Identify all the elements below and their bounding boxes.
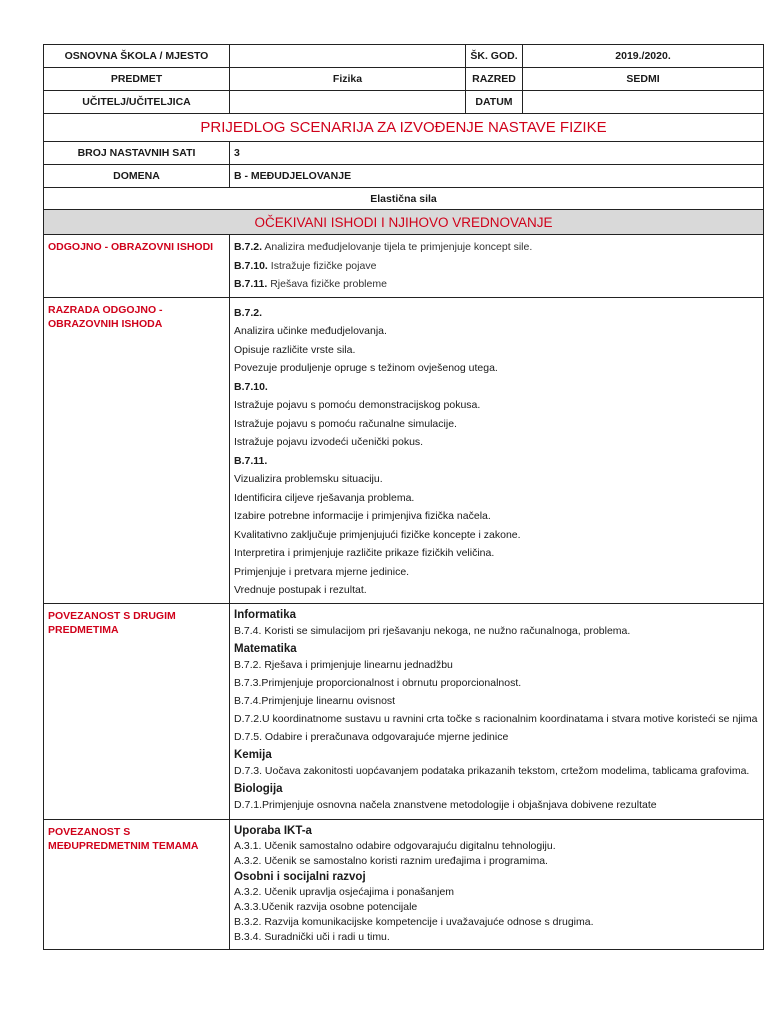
hours-label: BROJ NASTAVNIH SATI xyxy=(44,142,230,165)
elaboration-line: Izabire potrebne informacije i primjenjiva fizička načela. xyxy=(234,510,491,522)
outcomes-label: ODGOJNO - OBRAZOVNI ISHODI xyxy=(44,235,230,298)
cross-topic-name: Osobni i socijalni razvoj xyxy=(234,870,366,883)
subject-name: Informatika xyxy=(234,608,296,621)
cross-content xyxy=(230,819,764,949)
elaboration-line: Vizualizira problemsku situaciju. xyxy=(234,473,383,485)
elaboration-line: Identificira ciljeve rješavanja problema. xyxy=(234,491,415,504)
title-row xyxy=(44,114,764,142)
cross-line: B.3.4. Suradnički uči i radi u timu. xyxy=(234,930,390,943)
outcomes-content xyxy=(230,235,764,298)
year-value: 2019./2020. xyxy=(523,45,764,68)
elaboration-line: Opisuje različite vrste sila. xyxy=(234,343,356,356)
hours-row xyxy=(44,142,764,165)
elaboration-code: B.7.11. xyxy=(234,454,268,467)
subject-name: Kemija xyxy=(234,748,272,761)
lesson-topic: Elastična sila xyxy=(44,188,764,210)
elaboration-line: Analizira učinke međudjelovanja. xyxy=(234,325,387,337)
outcome-text: Istražuje fizičke pojave xyxy=(267,259,377,272)
header-row-subject xyxy=(44,68,764,91)
topic-row xyxy=(44,188,764,210)
outcome-code: B.7.11. xyxy=(234,278,268,290)
cross-line: A.3.3.Učenik razvija osobne potencijale xyxy=(234,900,418,913)
elaboration-line: Kvalitativno zaključuje primjenjujući fizičke koncepte i zakone. xyxy=(234,528,521,541)
date-label: DATUM xyxy=(466,91,523,114)
elaboration-line: Primjenjuje i pretvara mjerne jedinice. xyxy=(234,565,410,578)
subjects-content xyxy=(230,603,764,819)
cross-label: POVEZANOST S MEĐUPREDMETNIM TEMAMA xyxy=(44,819,230,949)
date-value xyxy=(523,91,764,114)
subject-line: D.7.3. Uočava zakonitosti uopćavanjem podataka prikazanih tekstom, crtežom modelima, tablicama grafovima. xyxy=(234,764,750,777)
elaboration-line: Istražuje pojavu s pomoću računalne simulacije. xyxy=(234,417,457,430)
elaboration-row xyxy=(44,297,764,603)
elaboration-code: B.7.10. xyxy=(234,380,268,393)
elaboration-content xyxy=(230,297,764,603)
cross-topic-name: Uporaba IKT-a xyxy=(234,824,312,837)
subject-name: Matematika xyxy=(234,642,297,655)
elaboration-line: Povezuje produljenje opruge s težinom ovješenog utega. xyxy=(234,362,498,374)
subjects-label: POVEZANOST S DRUGIM PREDMETIMA xyxy=(44,603,230,819)
outcome-item xyxy=(234,238,759,257)
lesson-plan-table xyxy=(43,44,764,950)
elaboration-line: Istražuje pojavu s pomoću demonstracijskog pokusa. xyxy=(234,399,481,411)
teacher-label: UČITELJ/UČITELJICA xyxy=(44,91,230,114)
cross-line: A.3.1. Učenik samostalno odabire odgovarajuću digitalnu tehnologiju. xyxy=(234,839,556,852)
subject-label: PREDMET xyxy=(44,68,230,91)
subject-line: B.7.2. Rješava i primjenjuje linearnu jednadžbu xyxy=(234,658,453,671)
teacher-value xyxy=(230,91,466,114)
domain-row xyxy=(44,165,764,188)
cross-line: B.3.2. Razvija komunikacijske kompetencije i uvažavajuće odnose s drugima. xyxy=(234,915,594,928)
subjects-row xyxy=(44,603,764,819)
grade-value: SEDMI xyxy=(523,68,764,91)
lesson-plan-document xyxy=(43,44,763,950)
cross-line: A.3.2. Učenik upravlja osjećajima i ponašanjem xyxy=(234,885,455,898)
section-title: OČEKIVANI ISHODI I NJIHOVO VREDNOVANJE xyxy=(44,210,764,235)
subject-value: Fizika xyxy=(230,68,466,91)
outcome-text: Analizira međudjelovanje tijela te primjenjuje koncept sile. xyxy=(262,241,533,253)
subject-line: B.7.4.Primjenjuje linearnu ovisnost xyxy=(234,694,396,707)
subject-line: D.7.5. Odabire i preračunava odgovarajuće mjerne jedinice xyxy=(234,730,509,743)
elaboration-line: Vrednuje postupak i rezultat. xyxy=(234,584,367,596)
year-label: ŠK. GOD. xyxy=(466,45,523,68)
hours-value: 3 xyxy=(230,142,764,165)
elaboration-line: Interpretira i primjenjuje različite prikaze fizičkih veličina. xyxy=(234,547,495,559)
elaboration-code: B.7.2. xyxy=(234,306,263,319)
subject-line: D.7.2.U koordinatnome sustavu u ravnini crta točke s racionalnim koordinatama i stvara motive koristeći se njima xyxy=(234,712,758,725)
school-value xyxy=(230,45,466,68)
subject-name: Biologija xyxy=(234,782,283,795)
cross-row xyxy=(44,819,764,949)
grade-label: RAZRED xyxy=(466,68,523,91)
domain-label: DOMENA xyxy=(44,165,230,188)
header-row-school xyxy=(44,45,764,68)
subject-line: D.7.1.Primjenjuje osnovna načela znanstvene metodologije i objašnjava dobivene rezultate xyxy=(234,798,657,811)
outcome-text: Rješava fizičke probleme xyxy=(267,278,387,290)
document-title: PRIJEDLOG SCENARIJA ZA IZVOĐENJE NASTAVE FIZIKE xyxy=(44,114,764,142)
outcome-item xyxy=(234,275,759,294)
header-row-teacher xyxy=(44,91,764,114)
outcome-code: B.7.10. xyxy=(234,259,268,272)
subject-line: B.7.3.Primjenjuje proporcionalnost i obrnutu proporcionalnost. xyxy=(234,676,522,689)
subject-line: B.7.4. Koristi se simulacijom pri rješavanju nekoga, ne nužno računalnoga, problema. xyxy=(234,624,631,637)
outcomes-row xyxy=(44,235,764,298)
elaboration-label: RAZRADA ODGOJNO - OBRAZOVNIH ISHODA xyxy=(44,297,230,603)
elaboration-line: Istražuje pojavu izvodeći učenički pokus. xyxy=(234,436,424,448)
outcome-code: B.7.2. xyxy=(234,241,263,253)
cross-line: A.3.2. Učenik se samostalno koristi raznim uređajima i programima. xyxy=(234,854,548,867)
section-row xyxy=(44,210,764,235)
domain-value: B - MEĐUDJELOVANJE xyxy=(230,165,764,188)
school-label: OSNOVNA ŠKOLA / MJESTO xyxy=(44,45,230,68)
outcome-item xyxy=(234,257,759,276)
